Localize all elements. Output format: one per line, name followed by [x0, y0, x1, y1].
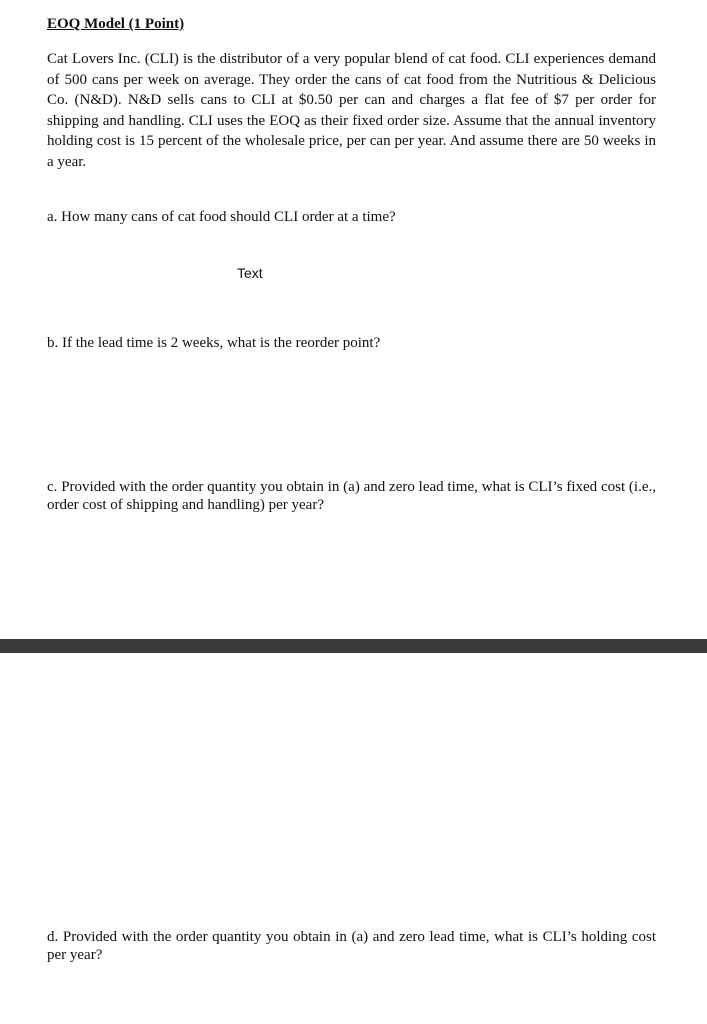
page-bottom: [0, 653, 707, 1024]
answer-text-box[interactable]: Text: [237, 265, 263, 281]
question-c: c. Provided with the order quantity you obtain in (a) and zero lead time, what is CLI’s fixed cost (i.e., order cost of shipping and handling) per year?: [47, 479, 656, 513]
page-divider: [0, 639, 707, 653]
question-d: d. Provided with the order quantity you obtain in (a) and zero lead time, what is CLI’s holding cost per year?: [47, 929, 656, 963]
question-a: a. How many cans of cat food should CLI order at a time?: [47, 209, 396, 225]
page-title: EOQ Model (1 Point): [47, 16, 185, 32]
problem-statement: Cat Lovers Inc. (CLI) is the distributor of a very popular blend of cat food. CLI experiences demand of 500 cans per week on average. They order the cans of cat food from the Nutritious & Delicious Co. (N&D). N&D sells cans to CLI at $0.50 per can and charges a flat fee of $7 per order for shipping and handling. CLI uses the EOQ as their fixed order size. Assume that the annual inventory holding cost is 15 percent of the wholesale price, per can per year. And assume there are 50 weeks in a year.: [47, 51, 656, 170]
question-b: b. If the lead time is 2 weeks, what is the reorder point?: [47, 335, 381, 351]
